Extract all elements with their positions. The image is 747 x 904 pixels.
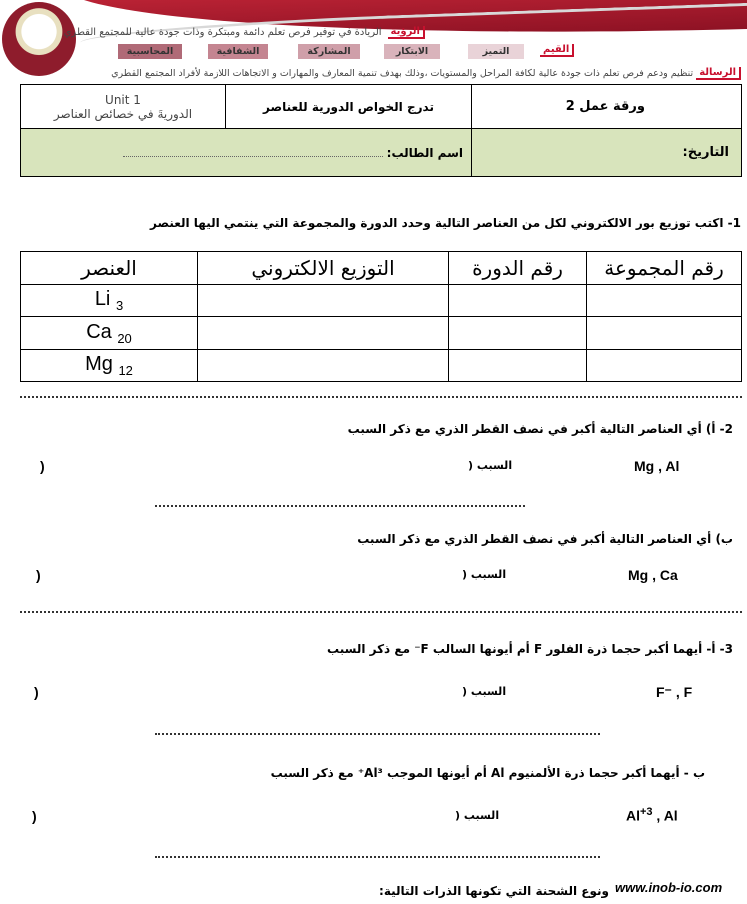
separator (20, 611, 742, 613)
group-input[interactable] (587, 349, 742, 381)
group-input[interactable] (587, 285, 742, 317)
unit-en: Unit 1 (105, 92, 141, 107)
header-element: العنصر (21, 252, 198, 285)
question-3b-options: $Al^{+3}$ , Al (626, 806, 678, 824)
vision-row (64, 26, 425, 39)
period-input[interactable] (449, 349, 587, 381)
mission-text: تنظيم ودعم فرص تعلم ذات جودة عالية لكافة المراحل والمستويات ،وذلك بهدف تنمية المعارف والمهارات و الاتجاهات اللازمة لأفراد المجتمع القطري (111, 68, 694, 79)
group-input[interactable] (587, 317, 742, 349)
value-excellence: التميز (468, 44, 524, 59)
config-input[interactable] (198, 285, 449, 317)
question-2a-options: Mg , Al (634, 458, 680, 474)
mission-label: الرسالة (696, 67, 741, 80)
reason-label: السبب ( (468, 459, 513, 472)
table-row (21, 317, 742, 349)
close-paren: ) (40, 458, 45, 474)
answer-line[interactable] (155, 505, 525, 507)
header-period: رقم الدورة (449, 252, 587, 285)
question-3a-options: F⁻ , F (656, 684, 693, 700)
question-2a-text: 2- أ) أي العناصر التالية أكبر في نصف القطر الذري مع ذكر السبب (347, 422, 733, 436)
close-paren: ) (36, 567, 41, 583)
unit-ar: الدوريةَ في خصائص العناصر (53, 106, 193, 121)
question-4-partial-text: ونوع الشحنة التي تكونها الذرات التالية: (379, 884, 609, 898)
table-row (21, 349, 742, 381)
electron-config-table (20, 251, 742, 382)
question-3a-text: 3- أ- أيهما أكبر حجما ذرة الفلور F أم أيونها السالب F⁻ مع ذكر السبب (327, 642, 733, 656)
watermark: www.inob-io.com (612, 880, 725, 895)
separator (20, 396, 742, 398)
ministry-logo (2, 2, 76, 76)
unit-cell (21, 85, 226, 129)
vision-label: الرؤية (388, 26, 425, 39)
element-li: Li $_3$ (21, 285, 198, 317)
worksheet-title: تدرج الخواص الدورية للعناصر (226, 85, 472, 129)
question-3b-text: ب - أيهما أكبر حجما ذرة الألمنيوم Al أم أيونها الموجب Al³⁺ مع ذكر السبب (270, 766, 705, 780)
table-row (21, 285, 742, 317)
value-innovation: الابتكار (384, 44, 440, 59)
header-group: رقم المجموعة (587, 252, 742, 285)
student-name-field[interactable] (123, 156, 383, 157)
reason-label: السبب ( (462, 568, 507, 581)
student-name-cell[interactable] (21, 129, 472, 177)
answer-line[interactable] (155, 733, 600, 735)
value-accountability: المحاسبية (118, 44, 182, 59)
value-transparency: الشفافية (208, 44, 268, 59)
mission-row (111, 67, 741, 80)
vision-text: الريادة في توفير فرص تعلم دائمة ومبتكرة وذات جودة عالية للمجتمع القطري (63, 27, 382, 38)
element-mg: Mg $_{12}$ (21, 349, 198, 381)
element-ca: Ca $_{20}$ (21, 317, 198, 349)
reason-label: السبب ( (455, 809, 500, 822)
answer-line[interactable] (155, 856, 600, 858)
worksheet-number: ورقة عمل 2 (472, 85, 742, 129)
question-2b-text: ب) أي العناصر التالية أكبر في نصف القطر الذري مع ذكر السبب (357, 532, 733, 546)
question-1-text: 1- اكتب توزيع بور الالكتروني لكل من العناصر التالية وحدد الدورة والمجموعة التي ينتمي اليها العنصر (150, 216, 741, 230)
header-configuration: التوزيع الالكتروني (198, 252, 449, 285)
reason-label: السبب ( (462, 685, 507, 698)
student-name-label: اسم الطالب: (386, 145, 463, 160)
value-participation: المشاركة (298, 44, 360, 59)
period-input[interactable] (449, 285, 587, 317)
date-cell[interactable]: التاريخ: (472, 129, 742, 177)
info-table (20, 84, 742, 177)
config-input[interactable] (198, 349, 449, 381)
question-2b-options: Mg , Ca (628, 567, 678, 583)
close-paren: ) (32, 808, 37, 824)
config-input[interactable] (198, 317, 449, 349)
close-paren: ) (34, 684, 39, 700)
period-input[interactable] (449, 317, 587, 349)
values-label: القيم (540, 44, 574, 57)
